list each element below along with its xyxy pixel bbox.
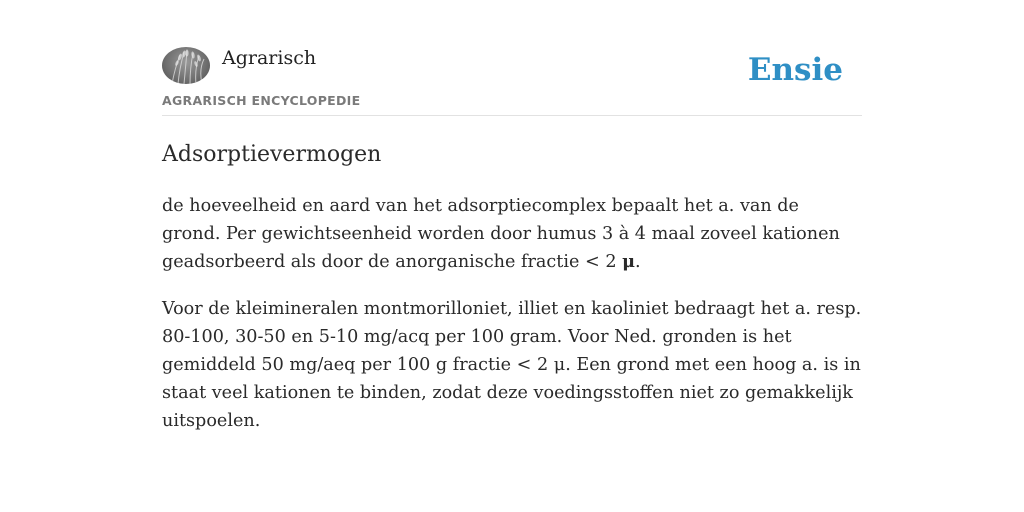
article-title: Adsorptievermogen (162, 142, 382, 167)
micro-symbol: μ (622, 251, 635, 272)
article-paragraph-2: Voor de kleimineralen montmorilloniet, illiet en kaoliniet bedraagt het a. resp. 80-100, 30-50 en 5-10 mg/acq per 100 gram. Voor Ned. gronden is het gemiddeld 50 mg/aeq per 100 g fractie < 2 μ. Een grond met een hoog a. is in staat veel kationen te binden, zodat deze voedingsstoffen niet zo gemakkelijk uitspoelen. (162, 299, 862, 431)
paragraph-1-text: de hoeveelheid en aard van het adsorptiecomplex bepaalt het a. van de grond. Per gewichtseenheid worden door humus 3 à 4 maal zoveel kationen geadsorbeerd als door de anorganische fractie < 2 (162, 196, 840, 272)
wheat-logo-icon[interactable] (162, 47, 210, 84)
content-container (162, 0, 862, 431)
site-tagline: AGRARISCH ENCYCLOPEDIE (162, 93, 361, 108)
article-paragraph-1 (162, 192, 862, 276)
site-name[interactable]: Agrarisch (222, 47, 317, 69)
paragraph-1-end: . (635, 252, 641, 272)
ensie-brand-link[interactable]: Ensie (747, 52, 843, 88)
site-header (162, 0, 862, 116)
